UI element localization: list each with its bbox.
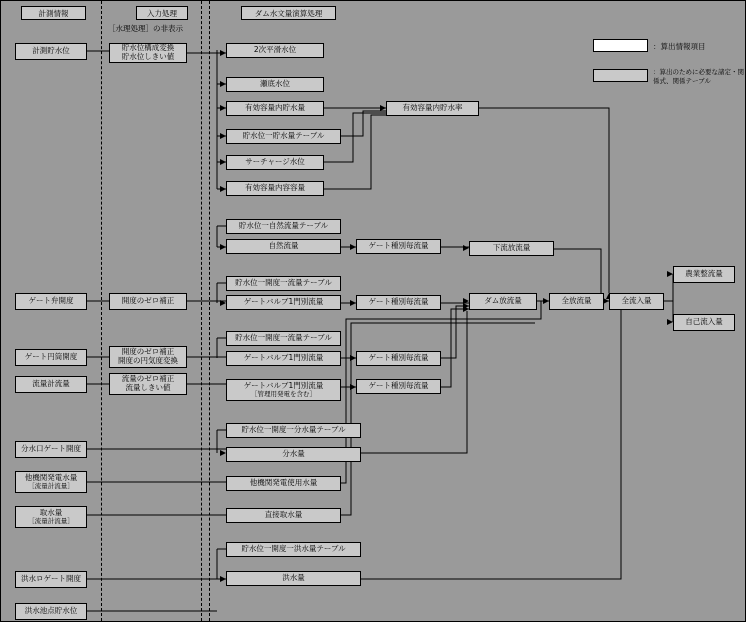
legend-output-swatch [593, 39, 648, 52]
header-dam-calc [241, 6, 336, 20]
node-label: 瀬底水位 [260, 79, 290, 89]
node-label: 貯水位一開度一洪水量テーブル [241, 544, 346, 554]
node-label: 自然流量 [268, 241, 299, 251]
node-gate-valve-flow-2[interactable] [226, 351, 341, 366]
node-label: 洪水ロゲート開度 [21, 574, 81, 584]
node-label: 下流放流量 [492, 243, 531, 253]
node-gate-type-flow-2[interactable] [356, 295, 441, 310]
node-label: 貯水位一開度一流量テーブル [235, 333, 332, 343]
divider-3 [209, 1, 210, 621]
node-label: ゲートバルブ1門別流量 [243, 380, 324, 390]
node-measured-water-level[interactable] [15, 43, 87, 60]
node-label: 有効容量内貯水率 [402, 103, 463, 113]
node-label: 全放流量 [561, 296, 592, 306]
header-measurement [21, 6, 86, 20]
node-flood-volume[interactable] [226, 571, 361, 586]
node-level-natural-flow-table[interactable] [226, 219, 341, 234]
node-label: 貯水位一開度一流量テーブル [235, 278, 332, 288]
node-agricultural-flow[interactable] [673, 266, 735, 283]
legend-param-swatch [593, 69, 648, 82]
node-label: ダム放流量 [484, 296, 522, 306]
node-bottom-level[interactable] [226, 77, 324, 92]
node-label: 有効容量内貯水量 [245, 103, 305, 113]
node-gate-valve-flow-1[interactable] [226, 295, 341, 310]
node-own-inflow[interactable] [673, 314, 735, 331]
node-label: 計測貯水位 [32, 46, 70, 56]
node-total-inflow[interactable] [609, 293, 664, 310]
node-label: サーチャージ水位 [245, 157, 305, 167]
divider-2 [201, 1, 202, 621]
node-label: 他機関発電使用水量 [249, 478, 318, 488]
legend-output-label: ：算出情報項目 [653, 42, 706, 51]
node-smoothed-level[interactable] [226, 43, 324, 58]
node-label-2: ［流量計流量］ [28, 481, 74, 490]
node-label-2: 開度の円気度変換 [118, 356, 178, 365]
node-other-agency-power-usage[interactable] [226, 476, 341, 491]
node-direct-intake[interactable] [226, 508, 341, 523]
node-total-release[interactable] [549, 293, 604, 310]
node-label: ゲート弁開度 [28, 296, 74, 306]
node-label-2: ［管理用発電を含む］ [251, 389, 316, 398]
node-label: 他機関発電水量 [24, 472, 78, 482]
node-label: 全流入量 [621, 296, 652, 306]
node-level-opening-diversion-table[interactable] [226, 423, 361, 438]
connector-lines [1, 1, 746, 622]
node-label: 直接取水量 [264, 510, 303, 520]
node-diversion-volume[interactable] [226, 447, 361, 462]
node-label: 分水口ゲート開度 [21, 444, 81, 454]
header-input-label: 入力処理 [147, 8, 177, 18]
header-dam-calc-label: ダム水文量演算処理 [254, 8, 323, 18]
node-gate-type-flow-3[interactable] [356, 351, 441, 366]
header-measurement-label: 計測情報 [38, 8, 69, 18]
node-effective-storage-rate[interactable] [386, 101, 479, 116]
node-level-opening-flow-table-1[interactable] [226, 276, 341, 291]
node-level-opening-flood-table[interactable] [226, 542, 361, 557]
node-label: 洪水池点貯水位 [24, 606, 78, 616]
node-label: ゲート種別毎流量 [368, 353, 429, 363]
node-label: 取水量 [39, 507, 63, 517]
node-label: ゲート円筒開度 [24, 352, 78, 362]
node-label: 流量のゼロ補正 [121, 374, 175, 384]
node-gate-valve-opening[interactable] [15, 293, 87, 310]
node-label: 自己流入量 [685, 317, 723, 327]
node-effective-capacity[interactable] [226, 181, 324, 196]
node-label: 貯水位構成変換 [121, 43, 175, 53]
node-label: ゲート種別毎流量 [368, 297, 429, 307]
node-label: 開度のゼロ補正 [121, 347, 175, 357]
node-label: 貯水位一開度一分水量テーブル [241, 425, 346, 435]
node-label-2: ［流量計流量］ [28, 516, 74, 525]
node-label: 分水量 [282, 449, 305, 459]
node-flowmeter-flow[interactable] [15, 376, 87, 393]
node-label: ゲートバルブ1門別流量 [243, 353, 324, 363]
node-label-2: 流量しきい値 [125, 383, 171, 392]
node-flood-gate-opening[interactable] [15, 571, 87, 588]
node-opening-zero-correction[interactable] [109, 293, 187, 310]
divider-1 [101, 1, 102, 621]
node-effective-storage[interactable] [226, 101, 324, 116]
node-other-agency-power-water[interactable] [15, 471, 87, 493]
node-gate-type-flow-1[interactable] [356, 239, 441, 254]
node-opening-conversion[interactable] [109, 346, 187, 368]
node-label: ゲートバルブ1門別流量 [243, 297, 324, 307]
node-gate-type-flow-4[interactable] [356, 379, 441, 394]
node-label: ゲート種別毎流量 [368, 381, 429, 391]
node-downstream-release[interactable] [469, 241, 554, 256]
node-label: ゲート種別毎流量 [368, 241, 429, 251]
node-label: 貯水位一自然流量テーブル [238, 221, 329, 231]
node-label: 洪水量 [282, 573, 305, 583]
node-surcharge-level[interactable] [226, 155, 324, 170]
node-flood-point-level[interactable] [15, 603, 87, 620]
node-gate-valve-flow-3[interactable] [226, 379, 341, 401]
legend-param-label: ：算出のために必要な諸定・関係式、関係テーブル [653, 68, 744, 85]
node-intake-volume[interactable] [15, 506, 87, 528]
node-label: 農業整流量 [685, 269, 723, 279]
node-label: 流量計流量 [32, 379, 70, 389]
node-level-conversion[interactable] [109, 43, 187, 63]
node-flow-zero-correction[interactable] [109, 373, 187, 395]
node-label: 開度のゼロ補正 [121, 296, 175, 306]
node-level-opening-flow-table-2[interactable] [226, 331, 341, 346]
note-hydraulic: ［水理処理］の非表示 [108, 24, 183, 33]
node-label: 有効容量内容容量 [245, 183, 305, 193]
header-input [136, 6, 188, 20]
node-dam-release[interactable] [469, 293, 537, 310]
node-label: 貯水位一貯水量テーブル [242, 131, 325, 141]
node-label-2: 貯水位しきい値 [121, 52, 175, 61]
node-gate-cylinder-opening[interactable] [15, 349, 87, 366]
node-natural-flow[interactable] [226, 239, 341, 254]
node-label: 2次平滑水位 [253, 45, 297, 55]
node-diversion-gate-opening[interactable] [15, 441, 87, 458]
node-level-storage-table[interactable] [226, 129, 341, 144]
